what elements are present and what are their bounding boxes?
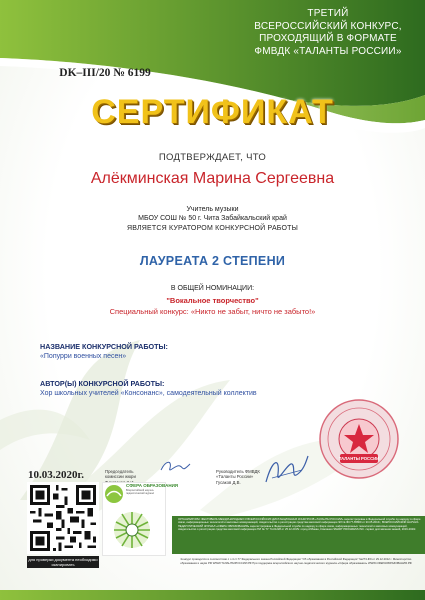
director-label: [216, 469, 260, 485]
recipient-role: ЯВЛЯЕТСЯ КУРАТОРОМ КОНКУРСНОЙ РАБОТЫ: [126, 225, 299, 232]
recipient-name: Алёкминская Марина Сергеевна: [90, 170, 335, 187]
issue-date: 10.03.2020г.: [28, 469, 85, 481]
contest-line-3: ПРОХОДЯЩИЙ В ФОРМАТЕ: [259, 33, 397, 44]
work-title-value: «Попурри военных песен»: [40, 353, 127, 360]
bottom-stripe: [0, 590, 425, 600]
confirms-text: ПОДТВЕРЖДАЕТ, ЧТО: [158, 152, 267, 163]
work-title-label: НАЗВАНИЕ КОНКУРСНОЙ РАБОТЫ:: [40, 342, 168, 351]
footer-legal-text: Конкурс проводится в соответствии с ч.4 ст.77 Федерального закона Российской Федерации "Об образовании в Российской Федерации" №273-ФЗ от 29.12.2012 г. Министерство образования и науки РФ WWW.ТАЛАНТЫРОССИИ.РФ При поддержке всероссийского научно-педагогического журнала «Сфера образования» WWW.СФЕРАОБРАЗОВАНИЯ.РФ: [180, 557, 412, 565]
jury-chair-signature: [158, 456, 194, 478]
recipient-position: Учитель музыки: [186, 206, 239, 213]
contest-line-4: ФМВДК «ТАЛАНТЫ РОССИИ»: [254, 45, 402, 57]
director-line-2: «Таланты России»: [216, 474, 254, 480]
jury-chair-line-1: Председатель: [105, 469, 134, 474]
stamp-text: ТАЛАНТЫ РОССИИ: [338, 456, 380, 461]
certificate-title: СЕРТИФИКАТ: [91, 93, 334, 131]
qr-caption: для проверки документа необходимо сканировать: [28, 557, 98, 567]
authors-value: Хор школьных учителей «Консонанс», самодеятельный коллектив: [40, 390, 257, 397]
nomination-label: В ОБЩЕЙ НОМИНАЦИИ:: [170, 285, 255, 292]
qr-code: [27, 482, 99, 554]
sfera-subtitle: Всероссийский научно-педагогический журнал: [126, 489, 155, 495]
director-line-3: Гусаков Д.В.: [216, 479, 241, 485]
jury-chair-line-2: комиссии жюри: [105, 474, 136, 480]
official-stamp: [318, 398, 400, 480]
contest-line-1: ТРЕТИЙ: [307, 8, 349, 19]
nomination-value: "Вокальное творчество": [166, 296, 259, 305]
award-title: ЛАУРЕАТА 2 СТЕПЕНИ: [139, 254, 286, 268]
sfera-sphere-emblem: [108, 508, 156, 552]
director-signature: [262, 452, 310, 492]
sfera-logo-icon: [104, 484, 124, 504]
sfera-title: СФЕРА ОБРАЗОВАНИЯ: [126, 483, 179, 488]
authors-label: АВТОР(Ы) КОНКУРСНОЙ РАБОТЫ:: [40, 379, 165, 388]
special-contest: Специальный конкурс: «Никто не забыт, ничто не забыто!»: [109, 307, 316, 316]
contest-header: [238, 8, 418, 58]
recipient-organization: МБОУ СОШ № 50 г. Чита Забайкальский край: [138, 215, 287, 222]
footer-organizers-text: ОРГАНИЗАТОРЫ: ФЕСТИВАЛЬ МЕЖДУНАРОДНЫХ И ВСЕРОССИЙСКИХ ДИСТАНЦИОННЫХ КОНКУРСОВ «ТАЛАНТЫ РОССИИ» зарегистрирован в Федеральной службе по надзору в сфере связи, информационных технологий и массовых коммуникаций, свидетельство о регистрации средства массовой информации ЭЛ № ФС77-65809 от 30.05.2016г.; ВСЕРОССИЙСКИЙ НАУЧНО-ПЕДАГОГИЧЕСКИЙ ЖУРНАЛ «СФЕРА ОБРАЗОВАНИЯ» зарегистрирован в Федеральной службе по надзору в сфере связи, информационных технологий и массовых коммуникаций, свидетельство о регистрации средства массовой информации ПИ № ТУ 74-01228 от 25.12.2015г. город Аббакан, Компания SMART PROGRESS INC. сервис доставления знаний, 2016-2020г.: [178, 518, 421, 532]
document-number: DK–III/20 № 6199: [59, 67, 151, 79]
contest-line-2: ВСЕРОССИЙСКИЙ КОНКУРС,: [254, 20, 402, 32]
director-line-1: Руководитель ФМВДК: [216, 469, 260, 474]
